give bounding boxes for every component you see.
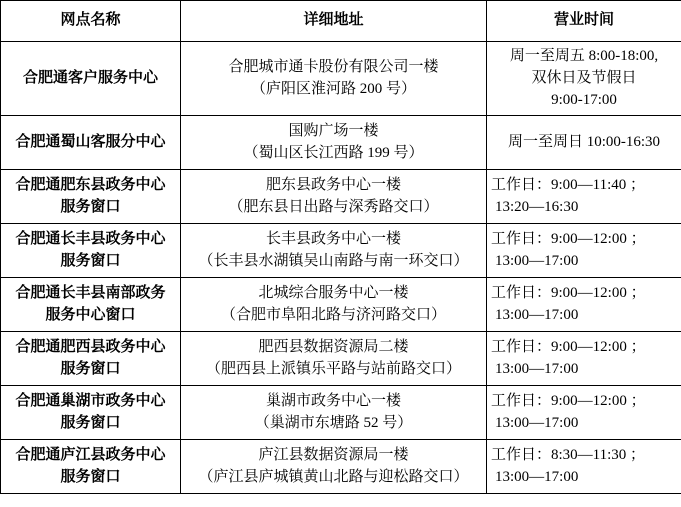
outlet-name-line: 服务窗口 xyxy=(60,252,121,269)
outlet-address xyxy=(181,170,487,224)
outlet-name xyxy=(1,386,181,440)
column-header-name: 网点名称 xyxy=(1,1,181,42)
outlet-hours-line: 13:00—17:00 xyxy=(495,306,579,323)
outlet-hours xyxy=(487,224,681,278)
table-row xyxy=(1,224,681,278)
outlet-hours xyxy=(487,278,681,332)
outlet-name xyxy=(1,224,181,278)
outlet-address-line: （肥西县上派镇乐平路与站前路交口） xyxy=(205,360,461,377)
table-row xyxy=(1,42,681,116)
outlet-address-line: （庐江县庐城镇黄山北路与迎松路交口） xyxy=(198,468,469,485)
outlet-address-line: 长丰县政务中心一楼 xyxy=(265,231,401,247)
outlet-hours xyxy=(487,440,681,494)
column-header-hours: 营业时间 xyxy=(487,1,681,42)
outlet-name xyxy=(1,116,181,170)
outlet-name-line: 合肥通长丰县南部政务 xyxy=(15,285,166,301)
table-row xyxy=(1,332,681,386)
outlet-hours xyxy=(487,42,681,116)
outlet-name xyxy=(1,332,181,386)
outlet-hours-line: 工作日：9:00—11:40 ； xyxy=(491,177,646,193)
outlet-name-line: 合肥通巢湖市政务中心 xyxy=(15,393,166,409)
outlet-name-line: 服务窗口 xyxy=(60,198,121,215)
outlet-hours xyxy=(487,332,681,386)
outlet-hours-line: 工作日：9:00—12:00 ； xyxy=(491,339,646,355)
outlet-name xyxy=(1,170,181,224)
outlet-hours-line: 13:20—16:30 xyxy=(495,198,579,215)
table-row xyxy=(1,116,681,170)
table-row xyxy=(1,170,681,224)
outlet-hours-line: 工作日：8:30—11:30 ； xyxy=(491,447,646,463)
table-row xyxy=(1,440,681,494)
outlet-hours-line: 工作日：9:00—12:00 ； xyxy=(491,393,646,409)
table-row xyxy=(1,386,681,440)
outlet-name-line: 合肥通肥东县政务中心 xyxy=(15,177,166,193)
outlet-name xyxy=(1,42,181,116)
outlet-name-line: 合肥通蜀山客服分中心 xyxy=(15,133,166,150)
outlet-address-line: （合肥市阜阳北路与济河路交口） xyxy=(220,306,446,323)
table-body xyxy=(1,42,681,494)
outlet-address-line: 肥东县政务中心一楼 xyxy=(265,177,401,193)
outlet-address xyxy=(181,386,487,440)
outlet-address-line: 北城综合服务中心一楼 xyxy=(258,285,409,301)
outlet-name-line: 服务窗口 xyxy=(60,360,121,377)
table-header xyxy=(1,1,681,42)
outlet-hours-line: 13:00—17:00 xyxy=(495,360,579,377)
outlet-address-line: 肥西县数据资源局二楼 xyxy=(258,339,409,355)
outlet-address-line: （长丰县水湖镇吴山南路与南一环交口） xyxy=(198,252,469,269)
table-row xyxy=(1,278,681,332)
outlet-name xyxy=(1,440,181,494)
outlet-hours xyxy=(487,386,681,440)
outlet-hours-line: 周一至周五 8:00-18:00, xyxy=(509,48,659,64)
outlet-address-line: 国购广场一楼 xyxy=(288,123,379,139)
outlet-name xyxy=(1,278,181,332)
outlet-hours-line: 双休日及节假日 xyxy=(531,69,637,86)
outlet-hours-line: 工作日：9:00—12:00 ； xyxy=(491,231,646,247)
outlet-address xyxy=(181,440,487,494)
outlet-hours-line: 9:00-17:00 xyxy=(551,91,617,108)
outlet-name-line: 合肥通肥西县政务中心 xyxy=(15,339,166,355)
outlet-address-line: （蜀山区长江西路 199 号） xyxy=(243,144,424,161)
outlet-hours-line: 13:00—17:00 xyxy=(495,252,579,269)
outlet-address xyxy=(181,42,487,116)
outlet-name-line: 服务窗口 xyxy=(60,414,121,431)
outlet-hours-line: 周一至周日 10:00-16:30 xyxy=(507,133,661,150)
outlet-hours xyxy=(487,170,681,224)
column-header-address: 详细地址 xyxy=(181,1,487,42)
outlet-address xyxy=(181,332,487,386)
outlet-address-line: 合肥城市通卡股份有限公司一楼 xyxy=(228,58,439,75)
outlet-address xyxy=(181,224,487,278)
outlet-hours-line: 13:00—17:00 xyxy=(495,468,579,485)
outlet-name-line: 合肥通庐江县政务中心 xyxy=(15,447,166,463)
outlet-address xyxy=(181,278,487,332)
outlet-hours xyxy=(487,116,681,170)
outlet-address-line: （庐阳区淮河路 200 号） xyxy=(250,80,416,97)
outlet-hours-line: 13:00—17:00 xyxy=(495,414,579,431)
outlet-name-line: 服务中心窗口 xyxy=(45,306,136,323)
outlet-name-line: 合肥通长丰县政务中心 xyxy=(15,231,166,247)
outlet-name-line: 服务窗口 xyxy=(60,468,121,485)
outlet-name-line: 合肥通客户服务中心 xyxy=(22,69,158,86)
outlet-hours-line: 工作日：9:00—12:00 ； xyxy=(491,285,646,301)
outlet-address-line: （巢湖市东塘路 52 号） xyxy=(254,414,413,431)
outlet-address xyxy=(181,116,487,170)
outlet-address-line: （肥东县日出路与深秀路交口） xyxy=(228,198,439,215)
outlet-address-line: 巢湖市政务中心一楼 xyxy=(265,393,401,409)
table-header-row xyxy=(1,1,681,42)
outlet-address-line: 庐江县数据资源局一楼 xyxy=(258,447,409,463)
